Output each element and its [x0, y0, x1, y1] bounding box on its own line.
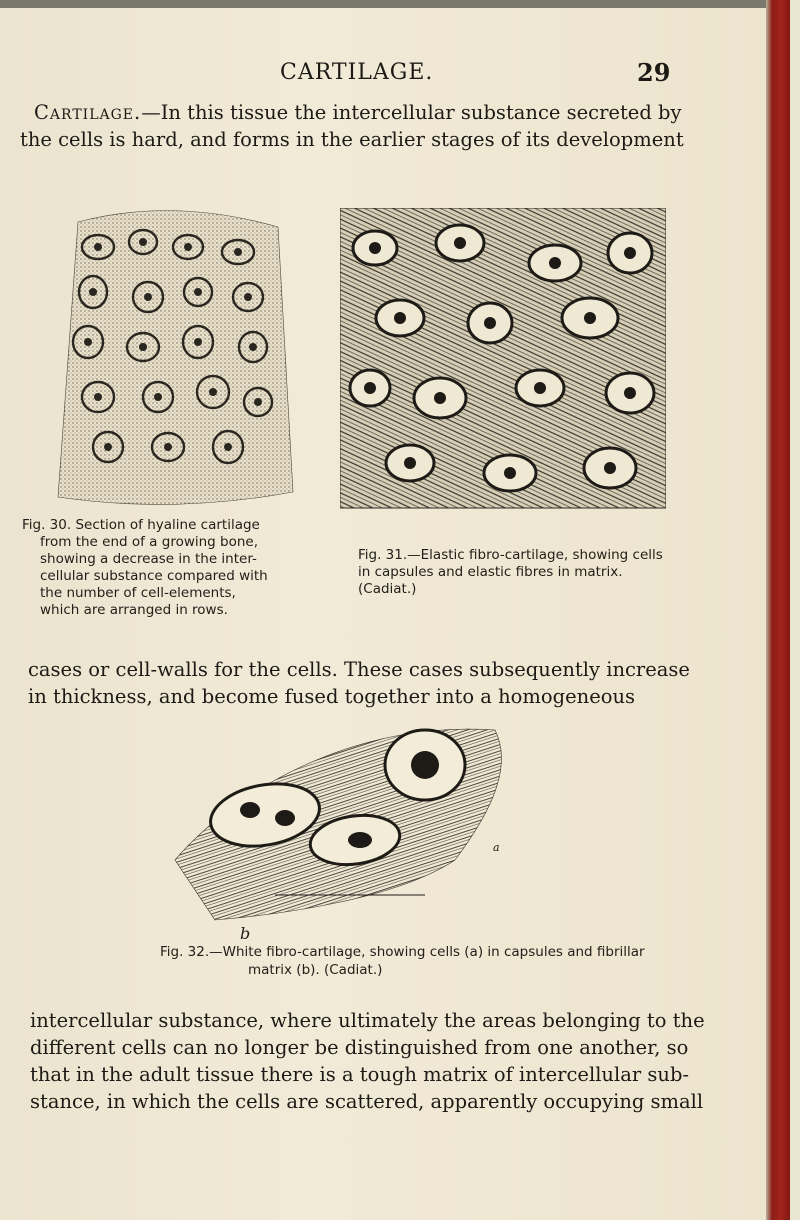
figure-30-caption-line: from the end of a growing bone,: [40, 534, 259, 550]
page-header: [0, 60, 760, 90]
figure-32-caption-line-2: matrix (b). (Cadiat.): [248, 962, 383, 978]
figure-31-caption-line: in capsules and elastic fibres in matrix.: [358, 564, 623, 580]
figure-31-caption: [358, 547, 663, 598]
figure-32-label-b: b: [240, 924, 251, 943]
figure-31-caption-line: (Cadiat.): [358, 581, 417, 597]
figure-31-caption-line: Fig. 31.—Elastic fibro-cartilage, showing cells: [358, 547, 663, 563]
mid-text-line-2: in thickness, and become fused together into a homogeneous: [28, 685, 636, 708]
intro-line-1-text: —In this tissue the intercellular substance secreted by: [141, 101, 682, 124]
figure-30-caption-line: the number of cell-elements,: [40, 585, 236, 601]
page-stack-edge: [790, 0, 800, 1220]
section-heading: Cartilage.: [34, 101, 142, 124]
mid-text-line-1: cases or cell-walls for the cells. These cases subsequently increase: [28, 658, 690, 681]
end-text-line-2: different cells can no longer be distinguished from one another, so: [30, 1036, 689, 1059]
figure-30-caption-line: which are arranged in rows.: [40, 602, 228, 618]
figure-32-illustration: [155, 710, 555, 940]
figure-30-caption-line: cellular substance compared with: [40, 568, 268, 584]
intro-line-2: the cells is hard, and forms in the earlier stages of its development: [20, 128, 684, 151]
running-title: CARTILAGE.: [280, 60, 434, 85]
intro-line-1: [34, 99, 682, 126]
end-text-line-3: that in the adult tissue there is a tough matrix of intercellular sub-: [30, 1063, 690, 1086]
figure-32-label-a: a: [493, 841, 500, 854]
figure-30-caption: [22, 517, 268, 619]
figure-30-illustration: [48, 202, 298, 512]
figure-31-illustration: [340, 208, 666, 523]
figure-30-caption-line: showing a decrease in the inter-: [40, 551, 257, 567]
end-text-line-1: intercellular substance, where ultimately the areas belonging to the: [30, 1009, 705, 1032]
figure-32-caption-line-1: Fig. 32.—White fibro-cartilage, showing cells (a) in capsules and fibrillar: [160, 944, 645, 960]
page-number: 29: [637, 58, 671, 87]
figure-30-caption-line: Fig. 30. Section of hyaline cartilage: [22, 517, 260, 533]
end-text-line-4: stance, in which the cells are scattered, apparently occupying small: [30, 1090, 704, 1113]
page-top-edge: [0, 0, 768, 8]
